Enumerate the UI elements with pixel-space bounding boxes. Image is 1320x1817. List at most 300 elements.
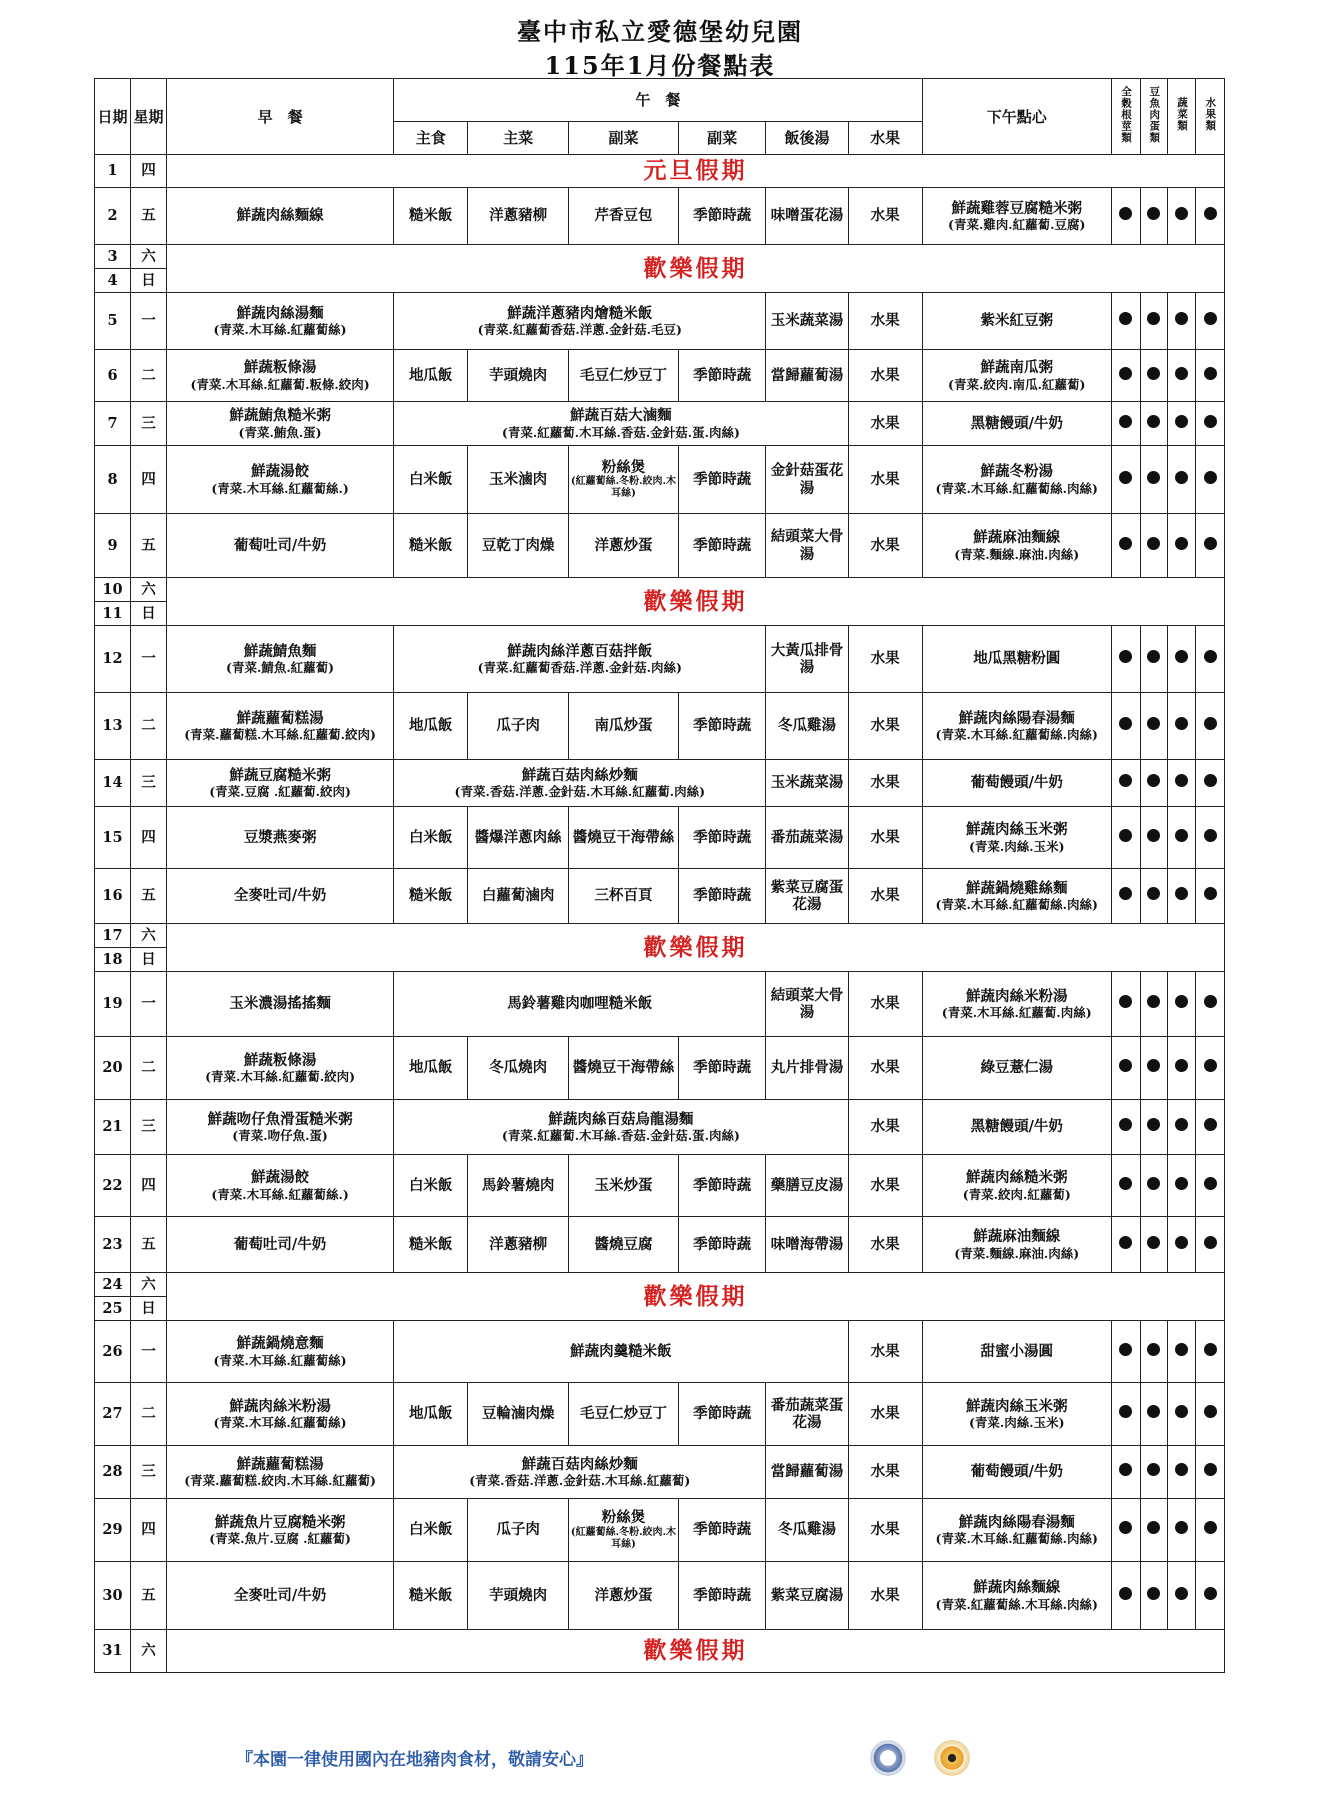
- soup-cell: [766, 293, 848, 350]
- main-dish-cell: [468, 693, 569, 760]
- header-date: 日期: [95, 79, 131, 155]
- main-dish-cell: [468, 514, 569, 578]
- header-snack: 下午點心: [922, 79, 1111, 155]
- snack-cell-detail: (青菜.雞肉.紅蘿蔔.豆腐): [948, 217, 1086, 233]
- food-group-cell: [1140, 1499, 1168, 1562]
- food-group-cell: [1111, 514, 1140, 578]
- check-dot-icon: [1175, 1059, 1188, 1072]
- breakfast-cell-text: 葡萄吐司/牛奶: [233, 1235, 327, 1253]
- check-dot-icon: [1204, 887, 1217, 900]
- side-1-cell: [568, 514, 678, 578]
- date-cell: [95, 1155, 131, 1217]
- main-dish-cell: [468, 1383, 569, 1446]
- soup-cell: [766, 1383, 848, 1446]
- breakfast-cell-detail: (青菜.魚片.豆腐 .紅蘿蔔): [209, 1531, 351, 1547]
- fruit-cell-text: 水果: [870, 1176, 900, 1194]
- check-dot-icon: [1175, 1343, 1188, 1356]
- breakfast-cell: [166, 1446, 393, 1499]
- check-dot-icon: [1119, 367, 1132, 380]
- weekday-cell-text: 六: [141, 247, 156, 265]
- weekday-cell: [130, 1155, 166, 1217]
- table-row: [95, 402, 1225, 446]
- lunch-main-cell-detail: (青菜.香菇.洋蔥.金針菇.木耳絲.紅蘿蔔.肉絲): [454, 784, 705, 800]
- date-cell-text: 29: [102, 1521, 123, 1539]
- breakfast-cell: [166, 293, 393, 350]
- main-dish-cell: [468, 188, 569, 245]
- header-breakfast: 早 餐: [166, 79, 393, 155]
- table-row: [95, 807, 1225, 869]
- breakfast-cell: [166, 1499, 393, 1562]
- check-dot-icon: [1204, 1405, 1217, 1418]
- lunch-main-cell-detail: (青菜.紅蘿蔔.木耳絲.香菇.金針菇.蛋.肉絲): [501, 424, 740, 440]
- soup-cell-text: 冬瓜雞湯: [777, 1521, 836, 1539]
- breakfast-cell-text: 鮮蔬鍋燒意麵: [236, 1335, 324, 1353]
- weekday-cell-text: 二: [141, 366, 156, 384]
- side-2-cell: [678, 1383, 765, 1446]
- food-group-cell: [1140, 1446, 1168, 1499]
- staple-cell: [394, 1383, 468, 1446]
- breakfast-cell: [166, 350, 393, 402]
- soup-cell: [766, 626, 848, 693]
- side-1-cell-detail: (紅蘿蔔絲.冬粉.絞肉.木耳絲): [570, 1526, 677, 1550]
- weekday-cell: [130, 1321, 166, 1383]
- soup-cell-text: 結頭菜大骨湯: [770, 986, 844, 1021]
- breakfast-cell-detail: (青菜.鯖魚.紅蘿蔔): [226, 660, 335, 676]
- date-cell: [95, 1630, 131, 1673]
- main-dish-cell: [468, 807, 569, 869]
- food-group-cell: [1168, 1100, 1196, 1155]
- weekday-cell: [130, 807, 166, 869]
- main-dish-cell-text: 醬爆洋蔥肉絲: [474, 828, 562, 846]
- header-soup: 飯後湯: [766, 122, 848, 155]
- check-dot-icon: [1204, 207, 1217, 220]
- breakfast-cell-text: 鮮蔬魚片豆腐糙米粥: [214, 1513, 346, 1531]
- breakfast-cell: [166, 869, 393, 924]
- soup-cell-text: 大黃瓜排骨湯: [770, 641, 844, 676]
- breakfast-cell-detail: (青菜.木耳絲.紅蘿蔔.粄條.絞肉): [190, 376, 370, 392]
- side-1-cell: [568, 350, 678, 402]
- side-1-cell-text: 毛豆仁炒豆丁: [579, 1405, 667, 1423]
- main-dish-cell-text: 白蘿蔔滷肉: [481, 887, 555, 905]
- snack-cell: [922, 1037, 1111, 1100]
- lunch-main-cell: [394, 1446, 766, 1499]
- fruit-cell: [848, 402, 922, 446]
- breakfast-cell-text: 鮮蔬蘿蔔糕湯: [236, 1455, 324, 1473]
- side-2-cell-text: 季節時蔬: [693, 1521, 752, 1539]
- date-cell: [95, 1446, 131, 1499]
- food-group-cell: [1168, 626, 1196, 693]
- date-cell-text: 14: [102, 774, 123, 792]
- fruit-cell-text: 水果: [870, 1586, 900, 1604]
- fruit-cell-text: 水果: [870, 1342, 900, 1360]
- date-cell: [95, 402, 131, 446]
- snack-cell: [922, 807, 1111, 869]
- breakfast-cell-text: 鮮蔬肉絲米粉湯: [229, 1397, 331, 1415]
- check-dot-icon: [1204, 650, 1217, 663]
- fruit-cell: [848, 1217, 922, 1273]
- food-group-cell: [1140, 1037, 1168, 1100]
- date-cell-text: 24: [102, 1275, 123, 1293]
- food-group-cell: [1196, 1100, 1225, 1155]
- snack-cell-text: 鮮蔬肉絲麵線: [973, 1579, 1061, 1597]
- weekday-cell-text: 四: [141, 1521, 156, 1539]
- header-side-1: 副菜: [568, 122, 678, 155]
- side-2-cell: [678, 1499, 765, 1562]
- holiday-label: 歡樂假期: [643, 1282, 748, 1310]
- side-1-cell-text: 南瓜炒蛋: [594, 717, 653, 735]
- staple-cell-text: 糙米飯: [408, 536, 453, 554]
- main-dish-cell-text: 瓜子肉: [496, 1521, 540, 1539]
- food-group-cell: [1168, 1499, 1196, 1562]
- side-2-cell-text: 季節時蔬: [693, 536, 752, 554]
- breakfast-cell-detail: (青菜.木耳絲.紅蘿蔔.絞肉): [205, 1069, 356, 1085]
- side-1-cell-detail: (紅蘿蔔絲.冬粉.絞肉.木耳絲): [570, 476, 677, 500]
- table-row: [95, 293, 1225, 350]
- date-cell-text: 17: [102, 926, 123, 944]
- check-dot-icon: [1204, 1236, 1217, 1249]
- breakfast-cell-text: 鮮蔬豆腐糙米粥: [229, 766, 331, 784]
- weekday-cell: [130, 1100, 166, 1155]
- soup-cell-text: 番茄蔬菜蛋花湯: [770, 1396, 844, 1431]
- side-1-cell-text: 芹香豆包: [594, 207, 653, 225]
- side-1-cell: [568, 1037, 678, 1100]
- food-group-cell: [1140, 807, 1168, 869]
- fruit-cell: [848, 514, 922, 578]
- check-dot-icon: [1119, 1236, 1132, 1249]
- soup-cell-text: 紫菜豆腐蛋花湯: [770, 878, 844, 913]
- weekday-cell: [130, 1630, 166, 1673]
- staple-cell-text: 白米飯: [408, 470, 453, 488]
- check-dot-icon: [1147, 1405, 1160, 1418]
- date-cell: [95, 1321, 131, 1383]
- holiday-cell: [166, 245, 1224, 293]
- weekday-cell-text: 四: [141, 1176, 156, 1194]
- food-group-cell: [1140, 446, 1168, 514]
- check-dot-icon: [1204, 774, 1217, 787]
- table-row: [95, 760, 1225, 807]
- date-cell-text: 28: [102, 1463, 123, 1481]
- date-cell: [95, 869, 131, 924]
- date-cell-text: 2: [107, 207, 118, 225]
- fruit-cell: [848, 446, 922, 514]
- staple-cell: [394, 1562, 468, 1630]
- soup-cell-text: 當歸蘿蔔湯: [770, 1463, 844, 1481]
- breakfast-cell-detail: (青菜.吻仔魚.蛋): [232, 1128, 328, 1144]
- weekday-cell: [130, 924, 166, 948]
- weekday-cell-text: 一: [141, 1342, 156, 1360]
- holiday-cell: [166, 155, 1224, 188]
- date-cell-text: 4: [107, 271, 118, 289]
- staple-cell-text: 地瓜飯: [408, 717, 453, 735]
- food-group-cell: [1168, 693, 1196, 760]
- side-2-cell: [678, 446, 765, 514]
- snack-cell: [922, 1100, 1111, 1155]
- weekday-cell-text: 一: [141, 650, 156, 668]
- food-group-cell: [1168, 350, 1196, 402]
- food-group-cell: [1196, 1499, 1225, 1562]
- check-dot-icon: [1147, 415, 1160, 428]
- food-group-cell: [1168, 869, 1196, 924]
- check-dot-icon: [1119, 1343, 1132, 1356]
- date-cell-text: 21: [102, 1118, 123, 1136]
- staple-cell-text: 糙米飯: [408, 1235, 453, 1253]
- snack-cell-text: 黑糖饅頭/牛奶: [970, 1118, 1063, 1136]
- check-dot-icon: [1147, 367, 1160, 380]
- check-dot-icon: [1147, 537, 1160, 550]
- side-2-cell: [678, 869, 765, 924]
- header-fruit-group: 水果類: [1196, 79, 1225, 155]
- date-cell-text: 23: [102, 1235, 123, 1253]
- lunch-main-cell-detail: (青菜.紅蘿蔔.木耳絲.香菇.金針菇.蛋.肉絲): [501, 1128, 740, 1144]
- main-dish-cell-text: 洋蔥豬柳: [489, 1235, 548, 1253]
- date-cell-text: 22: [102, 1176, 123, 1194]
- weekday-cell-text: 六: [141, 926, 156, 944]
- food-group-cell: [1111, 1321, 1140, 1383]
- snack-cell-detail: (青菜.麵線.麻油.肉絲): [954, 1245, 1080, 1261]
- breakfast-cell-text: 鮮蔬湯餃: [251, 1169, 310, 1187]
- food-group-cell: [1196, 626, 1225, 693]
- weekday-cell: [130, 446, 166, 514]
- date-cell: [95, 626, 131, 693]
- check-dot-icon: [1119, 1463, 1132, 1476]
- table-row: [95, 350, 1225, 402]
- weekday-cell-text: 六: [141, 580, 156, 598]
- food-group-cell: [1111, 402, 1140, 446]
- check-dot-icon: [1175, 887, 1188, 900]
- date-cell-text: 8: [107, 470, 118, 488]
- food-group-cell: [1140, 188, 1168, 245]
- header-main-dish: 主菜: [468, 122, 569, 155]
- food-group-cell: [1111, 1383, 1140, 1446]
- main-dish-cell: [468, 1499, 569, 1562]
- staple-cell-text: 地瓜飯: [408, 1405, 453, 1423]
- date-cell-text: 30: [102, 1586, 123, 1604]
- weekday-cell: [130, 1499, 166, 1562]
- weekday-cell-text: 三: [141, 774, 156, 792]
- breakfast-cell: [166, 188, 393, 245]
- soup-cell-text: 玉米蔬菜湯: [770, 312, 844, 330]
- food-group-cell: [1196, 446, 1225, 514]
- side-1-cell-text: 洋蔥炒蛋: [594, 1586, 653, 1604]
- check-dot-icon: [1175, 1236, 1188, 1249]
- main-dish-cell-text: 豆輪滷肉燥: [481, 1405, 555, 1423]
- check-dot-icon: [1119, 717, 1132, 730]
- main-dish-cell-text: 洋蔥豬柳: [489, 207, 548, 225]
- fruit-cell-text: 水果: [870, 366, 900, 384]
- menu-table: [94, 78, 1225, 1673]
- fruit-cell: [848, 869, 922, 924]
- check-dot-icon: [1175, 537, 1188, 550]
- food-group-cell: [1140, 693, 1168, 760]
- breakfast-cell-text: 鮮蔬蘿蔔糕湯: [236, 709, 324, 727]
- staple-cell-text: 白米飯: [408, 1521, 453, 1539]
- weekday-cell: [130, 626, 166, 693]
- check-dot-icon: [1175, 471, 1188, 484]
- staple-cell: [394, 693, 468, 760]
- lunch-main-cell: [394, 760, 766, 807]
- breakfast-cell-text: 鮮蔬湯餃: [251, 463, 310, 481]
- main-dish-cell-text: 芋頭燒肉: [489, 366, 548, 384]
- weekday-cell: [130, 972, 166, 1037]
- breakfast-cell-detail: (青菜.木耳絲.紅蘿蔔絲.): [211, 480, 349, 496]
- check-dot-icon: [1204, 415, 1217, 428]
- fruit-cell: [848, 1155, 922, 1217]
- fruit-cell-text: 水果: [870, 828, 900, 846]
- snack-cell: [922, 402, 1111, 446]
- date-cell: [95, 1562, 131, 1630]
- snack-cell-text: 鮮蔬雞蓉豆腐糙米粥: [951, 199, 1082, 217]
- lunch-main-cell-text: 鮮蔬百菇肉絲炒麵: [521, 1455, 638, 1473]
- breakfast-cell-text: 鮮蔬粄條湯: [243, 1051, 317, 1069]
- weekday-cell: [130, 269, 166, 293]
- main-dish-cell-text: 豆乾丁肉燥: [481, 536, 555, 554]
- food-group-cell: [1111, 1037, 1140, 1100]
- breakfast-cell: [166, 693, 393, 760]
- side-1-cell-text: 粉絲煲: [601, 1509, 646, 1527]
- food-group-cell: [1140, 1155, 1168, 1217]
- check-dot-icon: [1147, 1236, 1160, 1249]
- table-row: [95, 924, 1225, 948]
- fruit-cell: [848, 1562, 922, 1630]
- weekday-cell-text: 五: [141, 1235, 156, 1253]
- fruit-cell-text: 水果: [870, 1521, 900, 1539]
- breakfast-cell: [166, 402, 393, 446]
- breakfast-cell-text: 葡萄吐司/牛奶: [233, 536, 327, 554]
- weekday-cell: [130, 293, 166, 350]
- food-group-cell: [1140, 350, 1168, 402]
- soup-cell: [766, 1562, 848, 1630]
- snack-cell: [922, 972, 1111, 1037]
- weekday-cell-text: 六: [141, 1275, 156, 1293]
- weekday-cell: [130, 188, 166, 245]
- fruit-cell: [848, 626, 922, 693]
- soup-cell-text: 金針菇蛋花湯: [770, 462, 844, 497]
- breakfast-cell: [166, 1321, 393, 1383]
- lunch-main-cell-text: 鮮蔬百菇大滷麵: [570, 407, 672, 425]
- weekday-cell-text: 五: [141, 1586, 156, 1604]
- breakfast-cell-text: 鮮蔬吻仔魚滑蛋糙米粥: [207, 1110, 353, 1128]
- soup-cell: [766, 446, 848, 514]
- breakfast-cell: [166, 807, 393, 869]
- snack-cell: [922, 1446, 1111, 1499]
- check-dot-icon: [1204, 1118, 1217, 1131]
- breakfast-cell-text: 鮮蔬鯖魚麵: [243, 642, 317, 660]
- staple-cell: [394, 1037, 468, 1100]
- staple-cell: [394, 1155, 468, 1217]
- soup-cell-text: 藥膳豆皮湯: [770, 1176, 844, 1194]
- soup-cell-text: 紫菜豆腐湯: [770, 1586, 844, 1604]
- food-group-cell: [1111, 1499, 1140, 1562]
- breakfast-cell-detail: (青菜.木耳絲.紅蘿蔔絲): [213, 322, 347, 338]
- check-dot-icon: [1147, 829, 1160, 842]
- page-subtitle: 115年1月份餐點表: [544, 51, 776, 80]
- breakfast-cell-text: 玉米濃湯搖搖麵: [229, 995, 331, 1013]
- snack-cell: [922, 514, 1111, 578]
- weekday-cell-text: 三: [141, 1118, 156, 1136]
- food-group-cell: [1111, 972, 1140, 1037]
- side-1-cell: [568, 1383, 678, 1446]
- fruit-cell-text: 水果: [870, 1235, 900, 1253]
- check-dot-icon: [1204, 471, 1217, 484]
- side-2-cell-text: 季節時蔬: [693, 1235, 752, 1253]
- snack-cell: [922, 1155, 1111, 1217]
- breakfast-cell: [166, 626, 393, 693]
- weekday-cell-text: 四: [141, 828, 156, 846]
- side-2-cell: [678, 514, 765, 578]
- snack-cell: [922, 1562, 1111, 1630]
- soup-cell: [766, 1499, 848, 1562]
- lunch-main-cell-detail: (青菜.紅蘿蔔香菇.洋蔥.金針菇.毛豆): [477, 322, 682, 338]
- snack-cell-detail: (青菜.絞肉.紅蘿蔔): [962, 1186, 1071, 1202]
- side-1-cell: [568, 446, 678, 514]
- breakfast-cell-detail: (青菜.蘿蔔糕.絞肉.木耳絲.紅蘿蔔): [184, 1473, 376, 1489]
- date-cell-text: 6: [107, 366, 118, 384]
- weekday-cell-text: 四: [141, 162, 156, 180]
- weekday-cell: [130, 693, 166, 760]
- food-group-cell: [1111, 1155, 1140, 1217]
- snack-cell-text: 鮮蔬麻油麵線: [973, 529, 1061, 547]
- breakfast-cell-text: 全麥吐司/牛奶: [233, 887, 327, 905]
- weekday-cell: [130, 948, 166, 972]
- check-dot-icon: [1204, 1177, 1217, 1190]
- side-2-cell-text: 季節時蔬: [693, 887, 752, 905]
- fruit-cell: [848, 293, 922, 350]
- soup-cell: [766, 1037, 848, 1100]
- food-group-cell: [1196, 1037, 1225, 1100]
- food-group-cell: [1111, 626, 1140, 693]
- side-2-cell: [678, 350, 765, 402]
- food-group-cell: [1196, 402, 1225, 446]
- holiday-label: 歡樂假期: [643, 933, 748, 961]
- side-2-cell: [678, 693, 765, 760]
- breakfast-cell: [166, 1100, 393, 1155]
- food-group-cell: [1140, 760, 1168, 807]
- table-row: [95, 1499, 1225, 1562]
- check-dot-icon: [1175, 995, 1188, 1008]
- weekday-cell: [130, 245, 166, 269]
- check-dot-icon: [1119, 207, 1132, 220]
- snack-cell-detail: (青菜.木耳絲.紅蘿蔔.肉絲): [941, 1005, 1092, 1021]
- date-cell: [95, 807, 131, 869]
- check-dot-icon: [1119, 995, 1132, 1008]
- weekday-cell-text: 日: [141, 271, 156, 289]
- weekday-cell: [130, 402, 166, 446]
- snack-cell-text: 鮮蔬肉絲陽春湯麵: [958, 1513, 1075, 1531]
- weekday-cell: [130, 760, 166, 807]
- date-cell: [95, 1217, 131, 1273]
- side-1-cell: [568, 693, 678, 760]
- main-dish-cell-text: 馬鈴薯燒肉: [481, 1176, 555, 1194]
- food-group-cell: [1140, 1100, 1168, 1155]
- date-cell: [95, 1037, 131, 1100]
- snack-cell-text: 鮮蔬肉絲玉米粥: [965, 821, 1068, 839]
- weekday-cell: [130, 1297, 166, 1321]
- food-group-cell: [1168, 1155, 1196, 1217]
- date-cell-text: 1: [107, 162, 118, 180]
- header-side-2: 副菜: [678, 122, 765, 155]
- date-cell: [95, 269, 131, 293]
- food-group-cell: [1140, 514, 1168, 578]
- check-dot-icon: [1147, 1587, 1160, 1600]
- snack-cell-text: 甜蜜小湯圓: [980, 1342, 1053, 1360]
- food-group-cell: [1111, 446, 1140, 514]
- fruit-cell: [848, 1100, 922, 1155]
- date-cell-text: 19: [102, 995, 123, 1013]
- lunch-main-cell: [394, 626, 766, 693]
- food-group-cell: [1196, 293, 1225, 350]
- food-group-cell: [1196, 350, 1225, 402]
- staple-cell-text: 糙米飯: [408, 1586, 453, 1604]
